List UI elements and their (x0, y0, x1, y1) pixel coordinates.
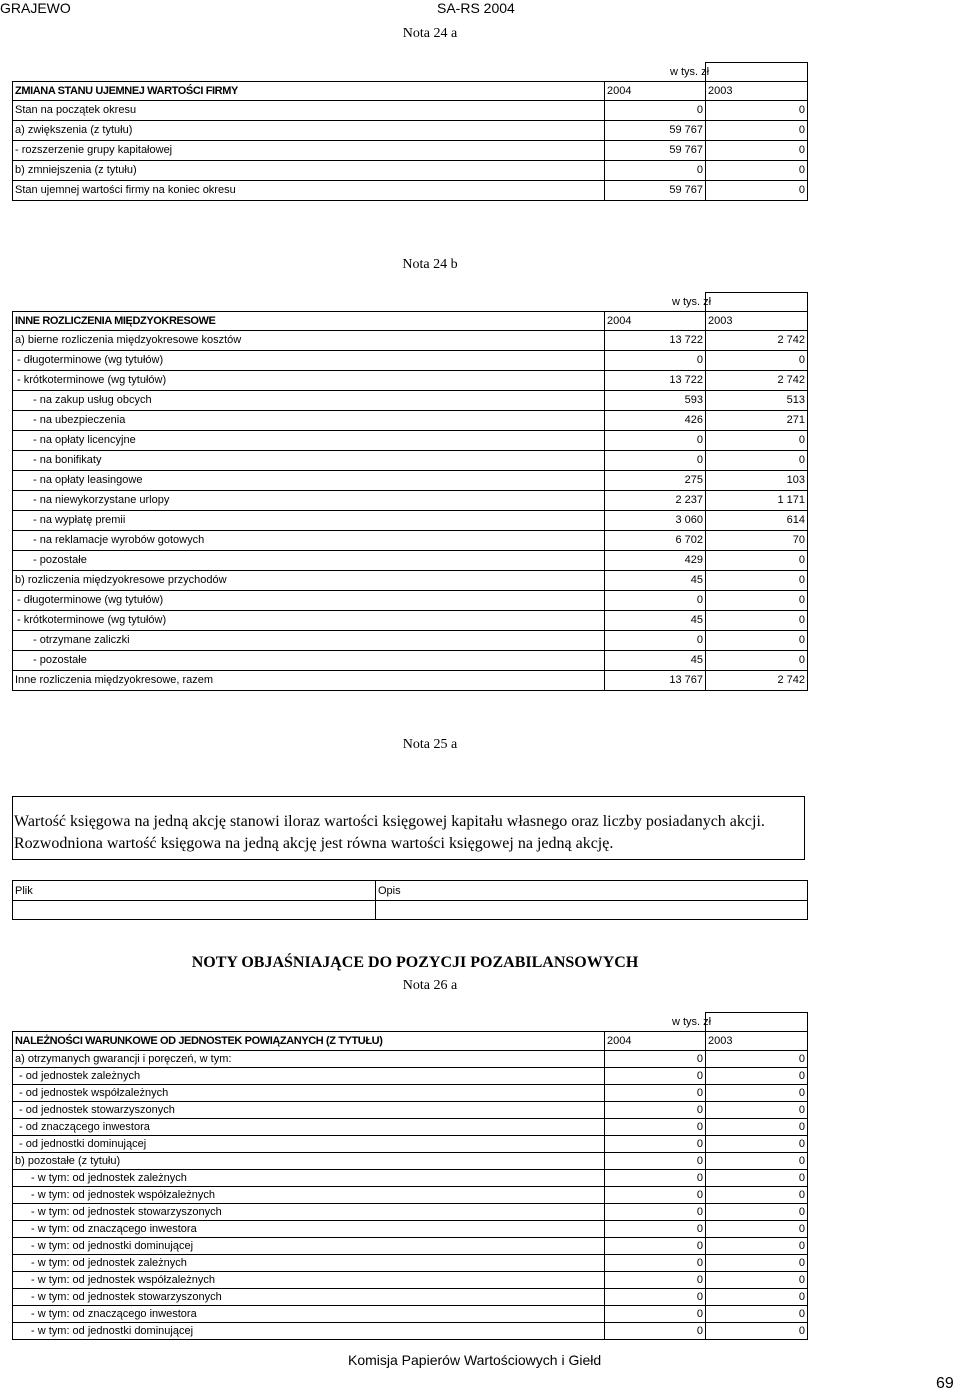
value-2004: 3 060 (605, 511, 706, 531)
table-24a (12, 62, 808, 201)
value-2003: 513 (706, 391, 808, 411)
value-2004: 6 702 (605, 531, 706, 551)
table-row (13, 1169, 808, 1186)
value-2004: 0 (605, 1220, 706, 1237)
table-row (13, 1288, 808, 1305)
nota-26a-heading: Nota 26 a (402, 978, 458, 993)
row-label: - na reklamacje wyrobów gotowych (13, 531, 605, 551)
row-label: - w tym: od jednostek współzależnych (13, 1271, 605, 1288)
value-2003: 0 (706, 551, 808, 571)
footer-publisher: Komisja Papierów Wartościowych i Giełd (348, 1352, 602, 1368)
table-title: INNE ROZLICZENIA MIĘDZYOKRESOWE (13, 312, 605, 331)
table-row (13, 161, 808, 181)
table-row (13, 591, 808, 611)
value-2003: 0 (706, 1220, 808, 1237)
row-label: - w tym: od jednostek współzależnych (13, 1186, 605, 1203)
value-2004: 0 (605, 1169, 706, 1186)
unit-label: w tys. zł (706, 63, 808, 82)
row-label: - na opłaty leasingowe (13, 471, 605, 491)
table-title: NALEŻNOŚCI WARUNKOWE OD JEDNOSTEK POWIĄZANYCH (Z TYTUŁU) (13, 1031, 605, 1050)
value-2004: 0 (605, 1186, 706, 1203)
value-2004: 0 (605, 161, 706, 181)
value-2004: 13 722 (605, 371, 706, 391)
nota-24a-heading: Nota 24 a (402, 26, 458, 41)
row-label: Stan na początek okresu (13, 101, 605, 121)
table-row (13, 571, 808, 591)
row-label: - od jednostek stowarzyszonych (13, 1101, 605, 1118)
row-label: - w tym: od znaczącego inwestora (13, 1220, 605, 1237)
value-2004: 0 (605, 1305, 706, 1322)
value-2003: 0 (706, 451, 808, 471)
book-value-note (12, 796, 805, 860)
value-2003: 0 (706, 1203, 808, 1220)
row-label: - rozszerzenie grupy kapitałowej (13, 141, 605, 161)
value-2003: 0 (706, 181, 808, 201)
row-label: - na opłaty licencyjne (13, 431, 605, 451)
row-label: - długoterminowe (wg tytułów) (13, 351, 605, 371)
value-2004: 275 (605, 471, 706, 491)
table-row (13, 1203, 808, 1220)
table-row (13, 491, 808, 511)
table-row (13, 651, 808, 671)
row-label: - od jednostki dominującej (13, 1135, 605, 1152)
table-row (13, 181, 808, 201)
row-label: Inne rozliczenia międzyokresowe, razem (13, 671, 605, 691)
value-2003: 0 (706, 1101, 808, 1118)
year-2003: 2003 (706, 312, 808, 331)
value-2004: 0 (605, 1084, 706, 1101)
row-label: - w tym: od znaczącego inwestora (13, 1305, 605, 1322)
value-2004: 0 (605, 1237, 706, 1254)
table-row (13, 551, 808, 571)
row-label: - w tym: od jednostek zależnych (13, 1169, 605, 1186)
value-2004: 59 767 (605, 141, 706, 161)
value-2004: 0 (605, 1101, 706, 1118)
value-2004: 45 (605, 611, 706, 631)
table-row (13, 1050, 808, 1067)
value-2004: 0 (605, 1271, 706, 1288)
value-2004: 0 (605, 591, 706, 611)
row-label: a) bierne rozliczenia międzyokresowe kosztów (13, 331, 605, 351)
value-2003: 0 (706, 141, 808, 161)
value-2004: 45 (605, 651, 706, 671)
column-description: Opis (376, 881, 808, 901)
table-row (13, 1254, 808, 1271)
value-2003: 0 (706, 351, 808, 371)
table-row (13, 631, 808, 651)
value-2004: 0 (605, 1118, 706, 1135)
row-label: a) zwiększenia (z tytułu) (13, 121, 605, 141)
column-file: Plik (13, 881, 376, 901)
value-2003: 0 (706, 1067, 808, 1084)
value-2004: 593 (605, 391, 706, 411)
value-2004: 0 (605, 1254, 706, 1271)
table-row (13, 471, 808, 491)
row-label: a) otrzymanych gwarancji i poręczeń, w tym: (13, 1050, 605, 1067)
attachment-description-cell (376, 901, 808, 920)
header-company: GRAJEWO (0, 0, 71, 16)
row-label: - w tym: od jednostek stowarzyszonych (13, 1288, 605, 1305)
table-row (13, 411, 808, 431)
table-row (13, 1118, 808, 1135)
value-2003: 0 (706, 1152, 808, 1169)
value-2004: 429 (605, 551, 706, 571)
table-row (13, 611, 808, 631)
table-row (13, 1135, 808, 1152)
value-2003: 0 (706, 1322, 808, 1339)
row-label: b) rozliczenia międzyokresowe przychodów (13, 571, 605, 591)
nota-25a-heading: Nota 25 a (402, 737, 458, 752)
value-2003: 103 (706, 471, 808, 491)
row-label: - na ubezpieczenia (13, 411, 605, 431)
table-row (13, 531, 808, 551)
table-row (13, 141, 808, 161)
row-label: - na niewykorzystane urlopy (13, 491, 605, 511)
row-label: b) zmniejszenia (z tytułu) (13, 161, 605, 181)
table-row (13, 1067, 808, 1084)
row-label: - w tym: od jednostek zależnych (13, 1254, 605, 1271)
header-report-type: SA-RS 2004 (437, 0, 515, 16)
table-row (13, 121, 808, 141)
attachments-table (12, 880, 808, 920)
table-row (13, 1305, 808, 1322)
table-row (13, 1101, 808, 1118)
value-2003: 0 (706, 631, 808, 651)
value-2004: 45 (605, 571, 706, 591)
table-row (13, 451, 808, 471)
row-label: - pozostałe (13, 551, 605, 571)
row-label: - na zakup usług obcych (13, 391, 605, 411)
value-2003: 271 (706, 411, 808, 431)
value-2004: 0 (605, 631, 706, 651)
row-label: - krótkoterminowe (wg tytułów) (13, 371, 605, 391)
row-label: - od jednostek zależnych (13, 1067, 605, 1084)
table-row (13, 351, 808, 371)
table-row (13, 1237, 808, 1254)
value-2004: 0 (605, 1152, 706, 1169)
value-2003: 0 (706, 121, 808, 141)
value-2003: 2 742 (706, 371, 808, 391)
year-2003: 2003 (706, 82, 808, 101)
year-2004: 2004 (605, 82, 706, 101)
table-row (13, 391, 808, 411)
value-2003: 2 742 (706, 671, 808, 691)
page-number: 69 (936, 1375, 954, 1392)
row-label: - od znaczącego inwestora (13, 1118, 605, 1135)
table-row (13, 1186, 808, 1203)
row-label: - od jednostek współzależnych (13, 1084, 605, 1101)
table-row (13, 101, 808, 121)
year-2003: 2003 (706, 1031, 808, 1050)
value-2004: 13 722 (605, 331, 706, 351)
value-2003: 0 (706, 101, 808, 121)
table-row (13, 511, 808, 531)
value-2004: 59 767 (605, 121, 706, 141)
value-2004: 0 (605, 1203, 706, 1220)
value-2003: 0 (706, 651, 808, 671)
value-2003: 0 (706, 1186, 808, 1203)
row-label: - na bonifikaty (13, 451, 605, 471)
row-label: b) pozostałe (z tytułu) (13, 1152, 605, 1169)
table-row (13, 1220, 808, 1237)
table-row (13, 1322, 808, 1339)
value-2004: 0 (605, 431, 706, 451)
value-2003: 0 (706, 1050, 808, 1067)
value-2003: 0 (706, 1254, 808, 1271)
year-2004: 2004 (605, 1031, 706, 1050)
value-2004: 0 (605, 451, 706, 471)
table-row (13, 1152, 808, 1169)
value-2003: 0 (706, 161, 808, 181)
value-2003: 0 (706, 611, 808, 631)
value-2004: 59 767 (605, 181, 706, 201)
row-label: - pozostałe (13, 651, 605, 671)
table-row (13, 671, 808, 691)
value-2003: 614 (706, 511, 808, 531)
nota-24b-heading: Nota 24 b (402, 257, 458, 272)
row-label: Stan ujemnej wartości firmy na koniec okresu (13, 181, 605, 201)
row-label: - długoterminowe (wg tytułów) (13, 591, 605, 611)
unit-label: w tys. zł (706, 293, 808, 312)
value-2003: 0 (706, 1288, 808, 1305)
unit-label: w tys. zł (706, 1013, 808, 1032)
value-2004: 0 (605, 351, 706, 371)
value-2004: 0 (605, 101, 706, 121)
offbalance-heading: NOTY OBJAŚNIAJĄCE DO POZYCJI POZABILANSOWYCH (191, 954, 639, 971)
value-2003: 0 (706, 591, 808, 611)
value-2003: 1 171 (706, 491, 808, 511)
value-2004: 13 767 (605, 671, 706, 691)
value-2003: 0 (706, 1118, 808, 1135)
value-2003: 0 (706, 1135, 808, 1152)
table-row (13, 371, 808, 391)
row-label: - w tym: od jednostek stowarzyszonych (13, 1203, 605, 1220)
value-2004: 0 (605, 1288, 706, 1305)
value-2003: 0 (706, 1084, 808, 1101)
book-value-line-2: Rozwodniona wartość księgowa na jedną akcję jest równa wartości księgowej na jedną akcję. (14, 835, 614, 852)
value-2004: 0 (605, 1322, 706, 1339)
table-26a (12, 1012, 808, 1340)
value-2003: 0 (706, 1169, 808, 1186)
value-2003: 0 (706, 431, 808, 451)
year-2004: 2004 (605, 312, 706, 331)
row-label: - w tym: od jednostki dominującej (13, 1237, 605, 1254)
book-value-line-1: Wartość księgowa na jedną akcję stanowi iloraz wartości księgowej kapitału własnego oraz liczby posiadanych akcji. (14, 813, 765, 830)
value-2004: 2 237 (605, 491, 706, 511)
table-row (13, 431, 808, 451)
value-2003: 2 742 (706, 331, 808, 351)
value-2004: 0 (605, 1067, 706, 1084)
value-2004: 426 (605, 411, 706, 431)
value-2003: 70 (706, 531, 808, 551)
value-2003: 0 (706, 571, 808, 591)
table-row (13, 1271, 808, 1288)
value-2003: 0 (706, 1305, 808, 1322)
table-24b (12, 292, 808, 691)
value-2003: 0 (706, 1237, 808, 1254)
attachment-file-cell (13, 901, 376, 920)
table-row (13, 1084, 808, 1101)
value-2004: 0 (605, 1050, 706, 1067)
row-label: - w tym: od jednostki dominującej (13, 1322, 605, 1339)
value-2003: 0 (706, 1271, 808, 1288)
row-label: - krótkoterminowe (wg tytułów) (13, 611, 605, 631)
row-label: - na wypłatę premii (13, 511, 605, 531)
row-label: - otrzymane zaliczki (13, 631, 605, 651)
value-2004: 0 (605, 1135, 706, 1152)
table-row (13, 331, 808, 351)
table-title: ZMIANA STANU UJEMNEJ WARTOŚCI FIRMY (13, 82, 605, 101)
